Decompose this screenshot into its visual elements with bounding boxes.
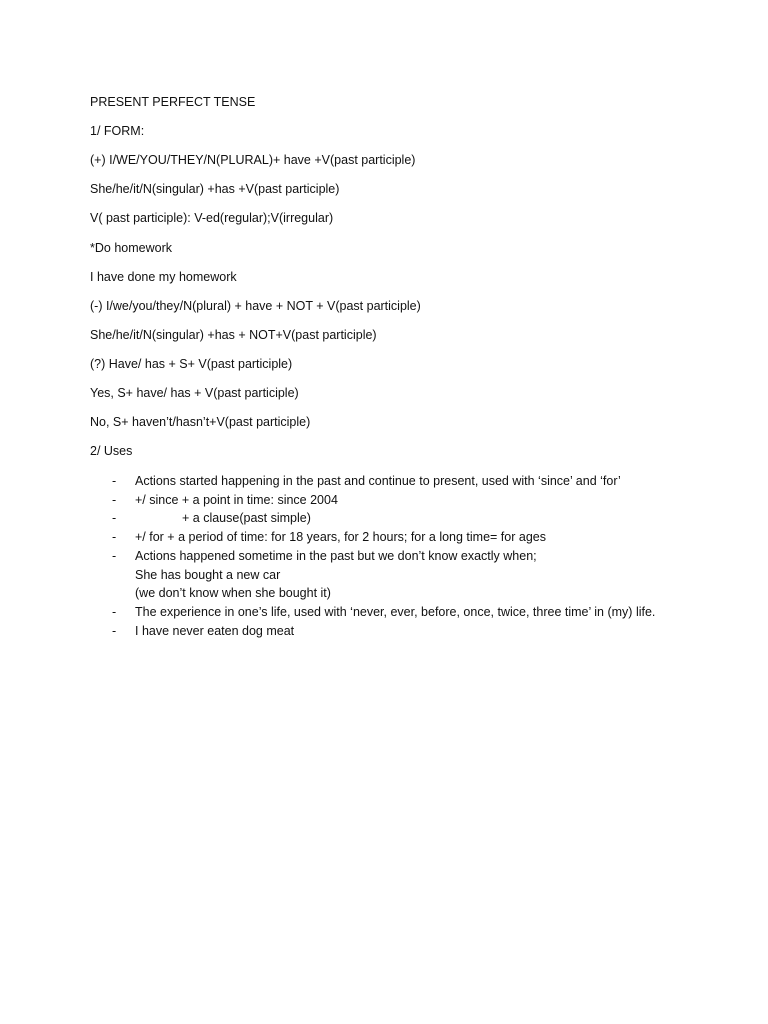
- bullet-marker: -: [112, 548, 117, 563]
- bullet-marker: -: [112, 530, 117, 545]
- uses-list-item-text: The experience in one’s life, used with ‘never, ever, before, once, twice, three time’ in (my) life.: [135, 604, 656, 619]
- form-line-affirmative-singular: She/he/it/N(singular) +has +V(past participle): [90, 182, 340, 196]
- uses-list-item: [90, 528, 655, 547]
- document-title: PRESENT PERFECT TENSE: [90, 95, 256, 109]
- form-line-example-sentence: I have done my homework: [90, 270, 237, 284]
- uses-list-item-text: I have never eaten dog meat: [135, 623, 295, 638]
- uses-list-item-text: +/ for + a period of time: for 18 years, for 2 hours; for a long time= for ages: [135, 530, 546, 545]
- uses-list-item-text: She has bought a new car: [135, 567, 281, 582]
- form-line-negative-singular: She/he/it/N(singular) +has + NOT+V(past participle): [90, 328, 377, 342]
- bullet-marker: -: [112, 623, 117, 638]
- form-line-past-participle: V( past participle): V-ed(regular);V(irregular): [90, 211, 334, 225]
- uses-list-item-text: Actions happened sometime in the past but we don’t know exactly when;: [135, 548, 537, 563]
- uses-list-item: [90, 603, 655, 622]
- uses-heading: 2/ Uses: [90, 444, 133, 458]
- form-line-no-answer: No, S+ haven’t/hasn’t+V(past participle): [90, 415, 311, 429]
- form-heading: 1/ FORM:: [90, 124, 145, 138]
- form-line-yes-answer: Yes, S+ have/ has + V(past participle): [90, 386, 299, 400]
- uses-list-item: [90, 547, 655, 603]
- uses-list-item-text: Actions started happening in the past and continue to present, used with ‘since’ and ‘for’: [135, 474, 621, 488]
- form-line-question: (?) Have/ has + S+ V(past participle): [90, 357, 293, 371]
- uses-list-item: [90, 472, 655, 491]
- uses-list-item-text: + a clause(past simple): [182, 511, 311, 526]
- uses-list-item-text: +/ since + a point in time: since 2004: [135, 492, 338, 507]
- uses-list-item-text: (we don’t know when she bought it): [135, 586, 331, 601]
- uses-list-item: [90, 491, 655, 510]
- bullet-marker: -: [112, 604, 117, 619]
- bullet-marker: -: [112, 511, 117, 526]
- bullet-marker: -: [112, 474, 117, 488]
- uses-list-item: [90, 509, 655, 528]
- bullet-marker: -: [112, 492, 117, 507]
- form-line-negative-plural: (-) I/we/you/they/N(plural) + have + NOT + V(past participle): [90, 299, 421, 313]
- uses-list-item: [90, 622, 655, 641]
- form-line-affirmative-plural: (+) I/WE/YOU/THEY/N(PLURAL)+ have +V(past participle): [90, 153, 416, 167]
- uses-list: [90, 472, 655, 640]
- form-line-example-base: *Do homework: [90, 241, 172, 255]
